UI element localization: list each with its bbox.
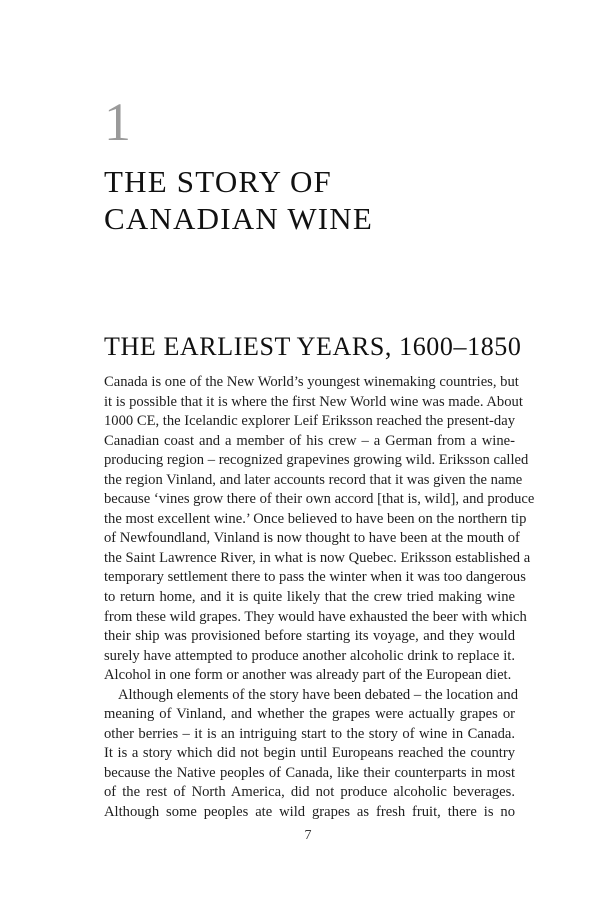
chapter-title xyxy=(104,163,373,237)
text-line: surely have attempted to produce another alcoholic drink to replace it. xyxy=(104,647,515,664)
text-line: their ship was provisioned before starting its voyage, and they would xyxy=(104,628,515,645)
text-line: temporary settlement there to pass the winter when it was too dangerous xyxy=(104,569,526,586)
text-line: Although some peoples ate wild grapes as fresh fruit, there is no xyxy=(104,804,515,821)
paragraph-1 xyxy=(104,373,535,686)
text-line: meaning of Vinland, and whether the grapes were actually grapes or xyxy=(104,706,515,723)
text-line: Canada is one of the New World’s youngest winemaking countries, but xyxy=(104,374,519,390)
text-line: Canadian coast and a member of his crew – a German from a wine- xyxy=(104,432,515,449)
text-line: producing region – recognized grapevines growing wild. Eriksson called xyxy=(104,452,529,469)
text-line: It is a story which did not begin until Europeans reached the country xyxy=(104,745,515,762)
text-line: 1000 CE, the Icelandic explorer Leif Eriksson reached the present-day xyxy=(104,413,515,430)
text-line: the most excellent wine.’ Once believed to have been on the northern tip xyxy=(104,510,527,527)
text-line: the region Vinland, and later accounts record that it was given the name xyxy=(104,471,523,488)
chapter-number: 1 xyxy=(104,92,131,152)
body-text xyxy=(104,373,535,823)
section-heading: THE EARLIEST YEARS, 1600–1850 xyxy=(104,332,522,361)
paragraph-2 xyxy=(104,686,518,823)
text-line: because the Native peoples of Canada, like their counterparts in most xyxy=(104,764,515,781)
text-line: of Newfoundland, Vinland is now thought to have been at the mouth of xyxy=(104,530,520,547)
text-line: it is possible that it is where the first New World wine was made. About xyxy=(104,393,523,410)
text-line: other berries – it is an intriguing start to the story of wine in Canada. xyxy=(104,725,515,742)
chapter-title-line: THE STORY OF xyxy=(104,164,332,199)
page-number: 7 xyxy=(304,828,312,843)
text-line: to return home, and it is quite likely that the crew tried making wine xyxy=(104,589,515,606)
text-line: Alcohol in one form or another was already part of the European diet. xyxy=(104,667,512,684)
text-line: because ‘vines grow there of their own accord [that is, wild], and produce xyxy=(104,491,535,508)
text-line: the Saint Lawrence River, in what is now Quebec. Eriksson established a xyxy=(104,549,531,566)
chapter-title-line: CANADIAN WINE xyxy=(104,201,374,236)
text-line: of the rest of North America, did not produce alcoholic beverages. xyxy=(104,784,515,801)
text-line: Although elements of the story have been debated – the location and xyxy=(118,686,518,703)
text-line: from these wild grapes. They would have exhausted the beer with which xyxy=(104,608,527,625)
